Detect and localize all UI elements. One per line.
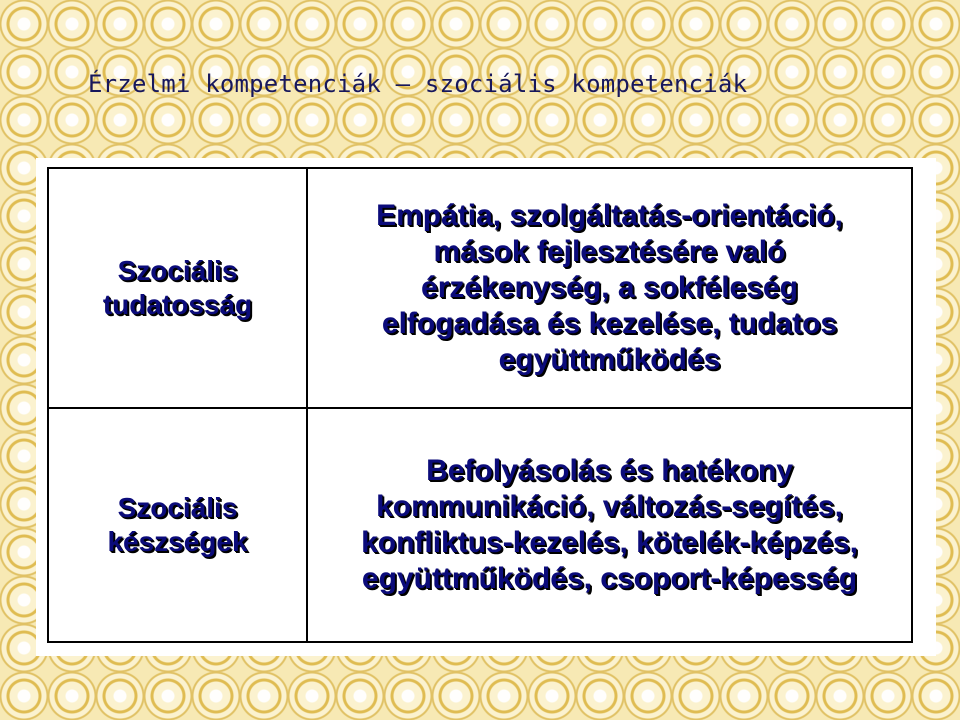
table-row-2-description-cell	[308, 409, 911, 641]
table-row-1-label-cell	[49, 169, 308, 409]
table-row-1-description-cell	[308, 169, 911, 409]
social-skills-label: Szociális készségek	[107, 492, 248, 557]
social-skills-description: Befolyásolás és hatékony kommunikáció, változás-segítés, konfliktus-kezelés, kötelék-képzés, együttműködés, csoport-képesség	[361, 454, 858, 595]
slide-title: Érzelmi kompetenciák – szociális kompetenciák	[88, 70, 748, 98]
social-awareness-description: Empátia, szolgáltatás-orientáció, mások fejlesztésére való érzékenység, a sokféleség elfogadása és kezelése, tudatos együttműködés	[376, 199, 843, 376]
competency-table	[47, 167, 913, 643]
social-awareness-label: Szociális tudatosság	[102, 255, 253, 320]
table-row-2-label-cell	[49, 409, 308, 641]
